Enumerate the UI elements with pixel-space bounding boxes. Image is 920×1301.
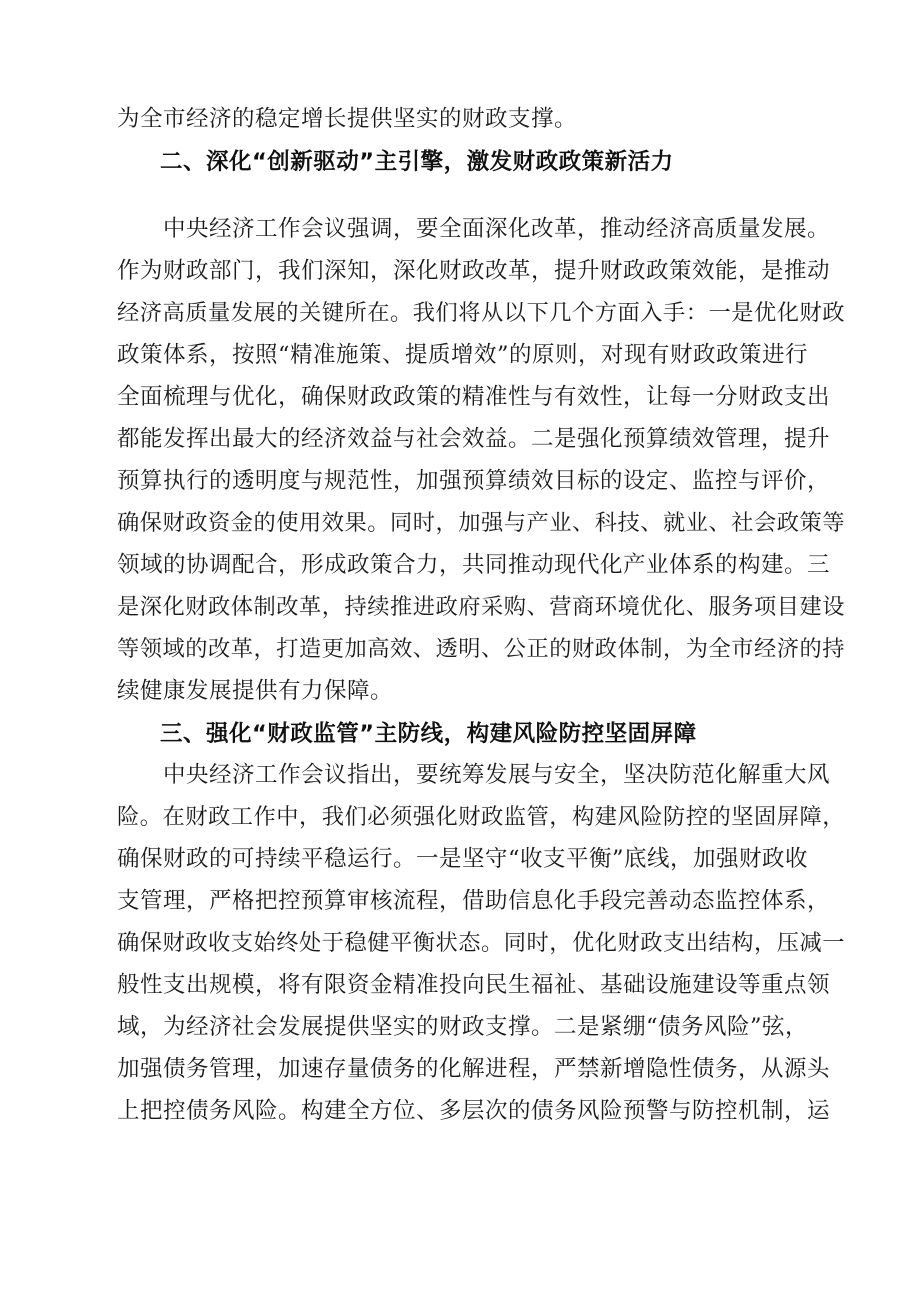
paragraph-line: 全面梳理与优化，确保财政政策的精准性与有效性，让每一分财政支出 [117,384,831,410]
section-heading-three: 三、强化“财政监管”主防线，构建风险防控坚固屏障 [160,721,697,747]
paragraph-line: 域，为经济社会发展提供坚实的财政支撑。二是紧绷“债务风险”弦， [117,1014,809,1040]
paragraph-line: 加强债务管理，加速存量债务的化解进程，严禁新增隐性债务，从源头 [117,1056,831,1082]
section-heading-two: 二、深化“创新驱动”主引擎，激发财政政策新活力 [160,149,674,175]
paragraph-line: 确保财政收支始终处于稳健平衡状态。同时，优化财政支出结构，压减一 [117,930,845,956]
paragraph-line: 支管理，严格把控预算审核流程，借助信息化手段完善动态监控体系， [117,888,831,914]
paragraph-line: 续健康发展提供有力保障。 [117,678,394,704]
paragraph-line: 经济高质量发展的关键所在。我们将从以下几个方面入手：一是优化财政 [117,300,845,326]
paragraph-line: 中央经济工作会议指出，要统筹发展与安全，坚决防范化解重大风 [163,762,831,788]
paragraph-line: 是深化财政体制改革，持续推进政府采购、营商环境优化、服务项目建设 [117,594,845,620]
paragraph-line: 都能发挥出最大的经济效益与社会效益。二是强化预算绩效管理，提升 [117,426,831,452]
paragraph-line: 中央经济工作会议强调，要全面深化改革，推动经济高质量发展。 [163,216,831,242]
paragraph-line: 等领域的改革，打造更加高效、透明、公正的财政体制，为全市经济的持 [117,636,845,662]
paragraph-line: 确保财政资金的使用效果。同时，加强与产业、科技、就业、社会政策等 [117,510,845,536]
paragraph-line: 预算执行的透明度与规范性，加强预算绩效目标的设定、监控与评价， [117,468,831,494]
paragraph-line: 上把控债务风险。构建全方位、多层次的债务风险预警与防控机制，运 [117,1098,831,1124]
paragraph-line: 确保财政的可持续平稳运行。一是坚守“收支平衡”底线，加强财政收 [117,846,809,872]
paragraph-line: 为全市经济的稳定增长提供坚实的财政支撑。 [117,106,578,132]
paragraph-line: 政策体系，按照“精准施策、提质增效”的原则，对现有财政政策进行 [117,342,809,368]
paragraph-line: 作为财政部门，我们深知，深化财政改革，提升财政政策效能，是推动 [117,258,831,284]
paragraph-line: 险。在财政工作中，我们必须强化财政监管，构建风险防控的坚固屏障， [117,804,845,830]
paragraph-line: 般性支出规模，将有限资金精准投向民生福祉、基础设施建设等重点领 [117,972,831,998]
paragraph-line: 领域的协调配合，形成政策合力，共同推动现代化产业体系的构建。三 [117,552,831,578]
